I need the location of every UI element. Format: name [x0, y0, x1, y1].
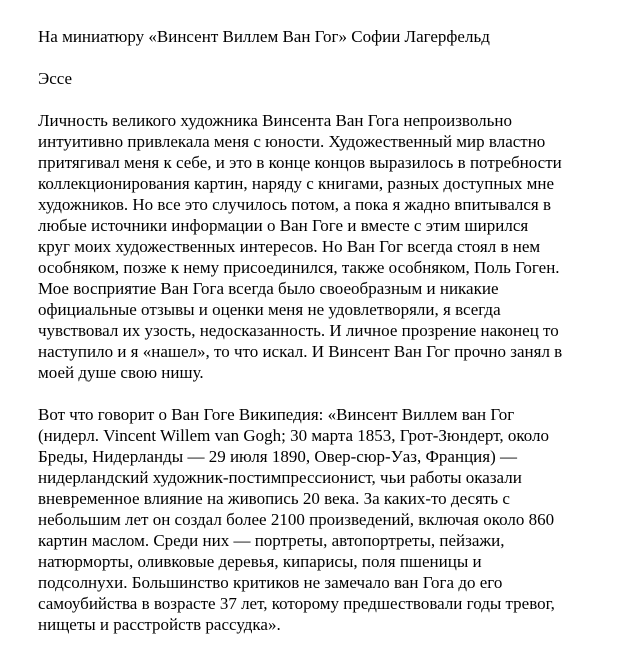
text-line: Бреды, Нидерланды — 29 июля 1890, Овер-сюр-Уаз, Франция) — [38, 447, 517, 466]
text-line: нидерландский художник-постимпрессионист, чьи работы оказали [38, 468, 522, 487]
text-line: любые источники информации о Ван Гоге и вместе с этим ширился [38, 216, 529, 235]
essay-label: Эссе [38, 69, 73, 88]
text-line: интуитивно привлекала меня с юности. Художественный мир властно [38, 132, 546, 151]
paragraph-wikipedia-quote [38, 404, 618, 635]
text-line: вневременное влияние на живопись 20 века. За каких-то десять с [38, 489, 510, 508]
text-line: моей душе свою нишу. [38, 363, 204, 382]
text-line: наступило и я «нашел», то что искал. И Винсент Ван Гог прочно занял в [38, 342, 563, 361]
text-line: подсолнухи. Большинство критиков не замечало ван Гога до его [38, 573, 503, 592]
text-line: притягивал меня к себе, и это в конце концов выразилось в потребности [38, 153, 562, 172]
text-line: (нидерл. Vincent Willem van Gogh; 30 марта 1853, Грот-Зюндерт, около [38, 426, 550, 445]
text-line: особняком, позже к нему присоединился, также особняком, Поль Гоген. [38, 258, 560, 277]
text-line: коллекционирования картин, наряду с книгами, разных доступных мне [38, 174, 555, 193]
text-line: чувствовал их узость, недосказанность. И личное прозрение наконец то [38, 321, 559, 340]
paragraph-intro [38, 110, 618, 383]
text-line: Личность великого художника Винсента Ван Гога непроизвольно [38, 111, 512, 130]
text-line: небольшим лет он создал более 2100 произведений, включая около 860 [38, 510, 555, 529]
text-line: картин маслом. Среди них — портреты, автопортреты, пейзажи, [38, 531, 505, 550]
document-page [38, 26, 618, 656]
text-line: художников. Но все это случилось потом, а пока я жадно впитывался в [38, 195, 552, 214]
document-title: На миниатюру «Винсент Виллем Ван Гог» Софии Лагерфельд [38, 27, 490, 46]
text-line: натюрморты, оливковые деревья, кипарисы, поля пшеницы и [38, 552, 482, 571]
text-line: самоубийства в возрасте 37 лет, которому предшествовали годы тревог, [38, 594, 555, 613]
text-line: официальные отзывы и оценки меня не удовлетворяли, я всегда [38, 300, 501, 319]
text-line: круг моих художественных интересов. Но Ван Гог всегда стоял в нем [38, 237, 541, 256]
text-line: нищеты и расстройств рассудка». [38, 615, 281, 634]
text-line: Мое восприятие Ван Гога всегда было своеобразным и никакие [38, 279, 499, 298]
text-line: Вот что говорит о Ван Гоге Википедия: «Винсент Виллем ван Гог [38, 405, 515, 424]
